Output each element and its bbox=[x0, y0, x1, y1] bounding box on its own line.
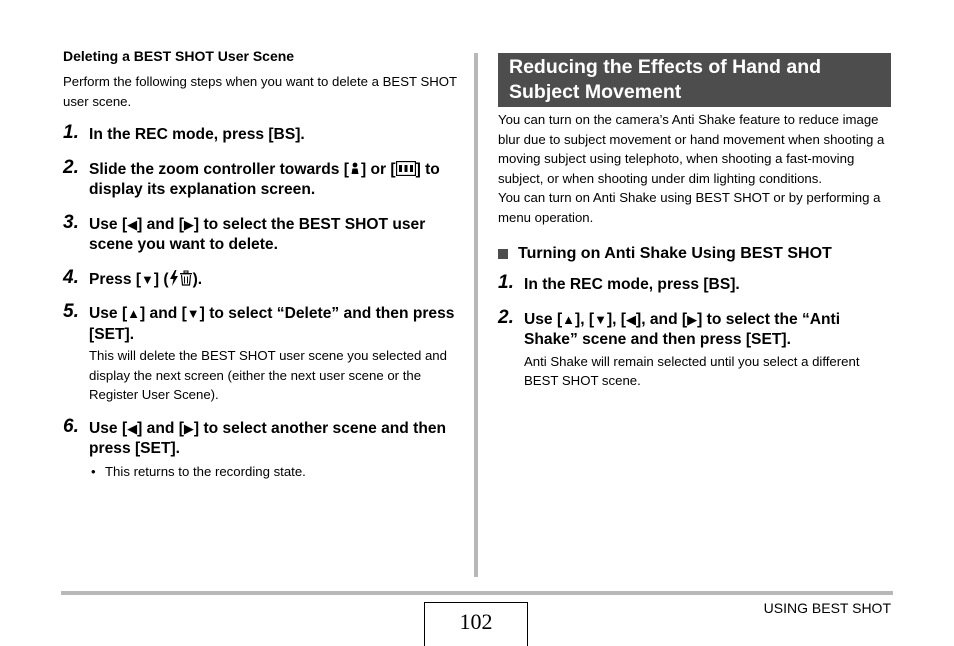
chapter-label: USING BEST SHOT bbox=[763, 600, 891, 616]
right-column bbox=[498, 53, 891, 391]
step-6 bbox=[63, 415, 463, 482]
up-arrow-icon: ▲ bbox=[127, 306, 141, 321]
step-2 bbox=[63, 156, 463, 201]
square-bullet-icon bbox=[498, 249, 508, 259]
zoom-single-person-icon bbox=[349, 160, 361, 176]
paragraph-2: You can turn on Anti Shake using BEST SHOT or by performing a menu operation. bbox=[498, 190, 881, 225]
step-5 bbox=[63, 301, 463, 405]
flash-icon bbox=[169, 270, 179, 286]
step-3 bbox=[63, 211, 463, 256]
paragraph-1: You can turn on the camera’s Anti Shake feature to reduce image blur due to subject movement or hand movement when shooting a moving subject using telephoto, when shooting a fast-moving subject, or when shooting under dim lighting conditions. bbox=[498, 112, 885, 186]
step-number: 3. bbox=[63, 211, 79, 233]
step-text: In the REC mode, press [BS]. bbox=[524, 276, 740, 293]
page-number-box bbox=[424, 602, 528, 646]
step-number: 2. bbox=[498, 306, 514, 328]
step-number: 6. bbox=[63, 415, 79, 437]
footer-rule bbox=[61, 591, 893, 595]
step-text: Slide the zoom controller towards [ ] or [ ] to display its explanation screen. bbox=[89, 160, 440, 198]
left-column bbox=[63, 48, 463, 481]
zoom-multi-frame-icon bbox=[396, 161, 416, 176]
right-step-1 bbox=[498, 272, 891, 296]
step-note: This will delete the BEST SHOT user scene you selected and display the next screen (either the next user scene or the Register User Scene). bbox=[89, 348, 447, 402]
step-text: In the REC mode, press [BS]. bbox=[89, 126, 305, 143]
right-arrow-icon: ▶ bbox=[183, 420, 194, 436]
step-text: Use [▲] and [▼] to select “Delete” and then press [SET]. bbox=[89, 305, 455, 343]
step-note: Anti Shake will remain selected until you select a different BEST SHOT scene. bbox=[524, 353, 860, 388]
up-arrow-icon: ▲ bbox=[562, 311, 576, 327]
step-text: Use [▲], [▼], [◀], and [▶] to select the “Anti Shake” scene and then press [SET]. bbox=[524, 310, 841, 348]
column-divider bbox=[474, 53, 478, 577]
bullet-item: • This returns to the recording state. bbox=[89, 462, 463, 482]
section-banner: Reducing the Effects of Hand and Subject Movement bbox=[498, 53, 891, 107]
left-arrow-icon: ◀ bbox=[626, 311, 637, 327]
step-number: 4. bbox=[63, 266, 79, 288]
step-number: 5. bbox=[63, 301, 79, 322]
step-text: Use [◀] and [▶] to select another scene and then press [SET]. bbox=[89, 419, 447, 457]
step-text: Use [◀] and [▶] to select the BEST SHOT user scene you want to delete. bbox=[89, 215, 426, 253]
right-step-2 bbox=[498, 306, 891, 391]
right-arrow-icon: ▶ bbox=[183, 216, 194, 232]
trash-icon bbox=[179, 270, 193, 286]
down-arrow-icon: ▼ bbox=[186, 306, 200, 321]
intro-text: Perform the following steps when you want to delete a BEST SHOT user scene. bbox=[63, 74, 457, 109]
step-4 bbox=[63, 266, 463, 291]
left-arrow-icon: ◀ bbox=[127, 420, 138, 436]
section-title-delete: Deleting a BEST SHOT User Scene bbox=[63, 48, 295, 64]
page-number: 102 bbox=[459, 609, 493, 634]
down-arrow-icon: ▼ bbox=[594, 311, 607, 327]
step-1 bbox=[63, 122, 463, 146]
step-number: 1. bbox=[498, 272, 514, 293]
subsection-heading: Turning on Anti Shake Using BEST SHOT bbox=[498, 245, 891, 263]
step-number: 2. bbox=[63, 156, 79, 178]
step-number: 1. bbox=[63, 122, 79, 143]
step-text: Press [▼] ( ). bbox=[89, 270, 203, 288]
right-arrow-icon: ▶ bbox=[687, 311, 698, 327]
bullet-dot-icon: • bbox=[91, 463, 96, 479]
down-arrow-icon: ▼ bbox=[141, 271, 154, 287]
left-arrow-icon: ◀ bbox=[127, 216, 138, 232]
